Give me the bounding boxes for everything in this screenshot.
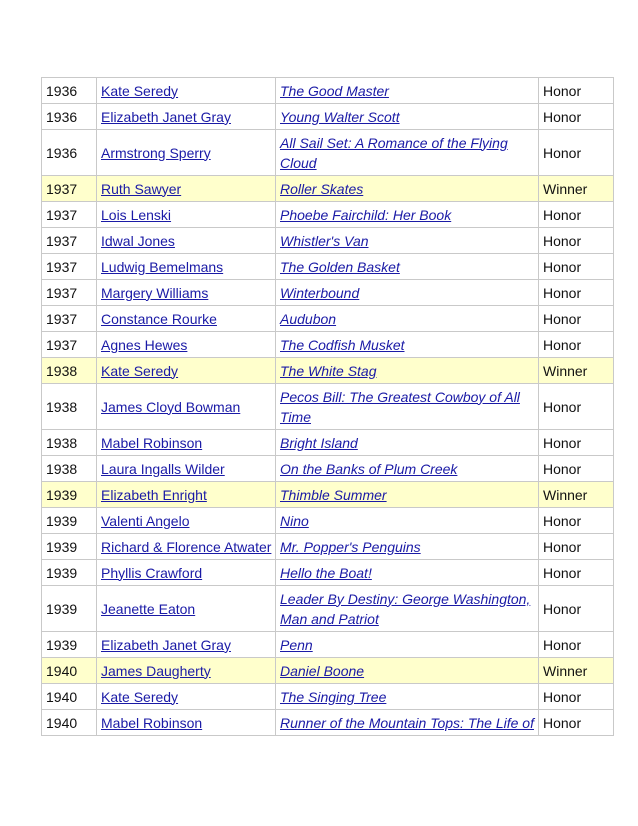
title-cell	[276, 632, 539, 658]
book-title-link[interactable]: Daniel Boone	[280, 662, 365, 679]
author-cell	[97, 508, 276, 534]
table-row	[42, 586, 614, 632]
table-row	[42, 508, 614, 534]
book-title-link[interactable]: The White Stag	[280, 362, 377, 379]
author-link[interactable]: Margery Williams	[101, 284, 209, 301]
table-row	[42, 78, 614, 104]
award-result-cell: Honor	[539, 384, 614, 430]
author-cell	[97, 384, 276, 430]
table-row	[42, 306, 614, 332]
table-row	[42, 254, 614, 280]
book-title-link[interactable]: Runner of the Mountain Tops: The Life of	[280, 714, 534, 731]
year-cell: 1940	[42, 658, 97, 684]
book-title-link[interactable]: Pecos Bill: The Greatest Cowboy of All Time	[280, 388, 520, 425]
author-cell	[97, 202, 276, 228]
author-cell	[97, 176, 276, 202]
table-row	[42, 710, 614, 736]
author-cell	[97, 130, 276, 176]
author-cell	[97, 104, 276, 130]
award-result-cell: Honor	[539, 456, 614, 482]
author-link[interactable]: Agnes Hewes	[101, 336, 188, 353]
award-result-cell: Honor	[539, 104, 614, 130]
book-title-link[interactable]: On the Banks of Plum Creek	[280, 460, 458, 477]
year-cell: 1937	[42, 254, 97, 280]
year-cell: 1938	[42, 430, 97, 456]
author-cell	[97, 430, 276, 456]
author-cell	[97, 78, 276, 104]
table-row	[42, 280, 614, 306]
author-link[interactable]: James Cloyd Bowman	[101, 398, 241, 415]
author-cell	[97, 306, 276, 332]
award-result-cell: Honor	[539, 586, 614, 632]
title-cell	[276, 560, 539, 586]
year-cell: 1939	[42, 482, 97, 508]
title-cell	[276, 384, 539, 430]
year-cell: 1938	[42, 384, 97, 430]
year-cell: 1937	[42, 228, 97, 254]
author-link[interactable]: Mabel Robinson	[101, 434, 203, 451]
title-cell	[276, 332, 539, 358]
author-link[interactable]: Laura Ingalls Wilder	[101, 460, 225, 477]
author-link[interactable]: Lois Lenski	[101, 206, 172, 223]
title-cell	[276, 430, 539, 456]
award-result-cell: Winner	[539, 358, 614, 384]
author-link[interactable]: Valenti Angelo	[101, 512, 190, 529]
book-title-link[interactable]: Thimble Summer	[280, 486, 387, 503]
year-cell: 1940	[42, 684, 97, 710]
book-title-link[interactable]: Young Walter Scott	[280, 108, 400, 125]
book-title-link[interactable]: The Good Master	[280, 82, 389, 99]
author-link[interactable]: Elizabeth Janet Gray	[101, 636, 231, 653]
author-link[interactable]: James Daugherty	[101, 662, 211, 679]
title-cell	[276, 176, 539, 202]
author-cell	[97, 684, 276, 710]
table-row	[42, 358, 614, 384]
award-result-cell: Honor	[539, 130, 614, 176]
award-result-cell: Honor	[539, 228, 614, 254]
author-link[interactable]: Constance Rourke	[101, 310, 217, 327]
title-cell	[276, 78, 539, 104]
award-result-cell: Honor	[539, 202, 614, 228]
award-result-cell: Honor	[539, 684, 614, 710]
author-link[interactable]: Armstrong Sperry	[101, 144, 211, 161]
author-link[interactable]: Phyllis Crawford	[101, 564, 203, 581]
title-cell	[276, 508, 539, 534]
year-cell: 1939	[42, 534, 97, 560]
award-result-cell: Winner	[539, 482, 614, 508]
title-cell	[276, 254, 539, 280]
title-cell	[276, 710, 539, 736]
author-link[interactable]: Elizabeth Enright	[101, 486, 207, 503]
author-link[interactable]: Kate Seredy	[101, 688, 179, 705]
author-cell	[97, 658, 276, 684]
book-title-link[interactable]: Nino	[280, 512, 309, 529]
author-link[interactable]: Idwal Jones	[101, 232, 175, 249]
award-result-cell: Honor	[539, 560, 614, 586]
author-link[interactable]: Ludwig Bemelmans	[101, 258, 224, 275]
award-result-cell: Honor	[539, 508, 614, 534]
table-row	[42, 560, 614, 586]
book-title-link[interactable]: The Codfish Musket	[280, 336, 405, 353]
table-row	[42, 384, 614, 430]
author-cell	[97, 332, 276, 358]
table-row	[42, 430, 614, 456]
year-cell: 1937	[42, 332, 97, 358]
year-cell: 1938	[42, 456, 97, 482]
book-title-link[interactable]: Leader By Destiny: George Washington, Man and Patriot	[280, 590, 531, 627]
book-title-link[interactable]: Penn	[280, 636, 313, 653]
book-title-link[interactable]: All Sail Set: A Romance of the Flying Cloud	[280, 134, 508, 171]
title-cell	[276, 586, 539, 632]
author-cell	[97, 560, 276, 586]
title-cell	[276, 482, 539, 508]
award-result-cell: Winner	[539, 658, 614, 684]
author-cell	[97, 280, 276, 306]
year-cell: 1939	[42, 632, 97, 658]
author-link[interactable]: Mabel Robinson	[101, 714, 203, 731]
table-row	[42, 332, 614, 358]
book-title-link[interactable]: Roller Skates	[280, 180, 364, 197]
title-cell	[276, 658, 539, 684]
book-title-link[interactable]: Audubon	[280, 310, 337, 327]
award-result-cell: Honor	[539, 710, 614, 736]
table-row	[42, 228, 614, 254]
table-row	[42, 176, 614, 202]
title-cell	[276, 202, 539, 228]
author-cell	[97, 710, 276, 736]
table-row	[42, 534, 614, 560]
year-cell: 1937	[42, 176, 97, 202]
year-cell: 1939	[42, 508, 97, 534]
award-result-cell: Honor	[539, 254, 614, 280]
author-link[interactable]: Kate Seredy	[101, 362, 179, 379]
year-cell: 1939	[42, 586, 97, 632]
title-cell	[276, 280, 539, 306]
book-title-link[interactable]: Phoebe Fairchild: Her Book	[280, 206, 452, 223]
title-cell	[276, 456, 539, 482]
table-row	[42, 456, 614, 482]
table-row	[42, 130, 614, 176]
book-title-link[interactable]: The Golden Basket	[280, 258, 400, 275]
year-cell: 1939	[42, 560, 97, 586]
table-row	[42, 684, 614, 710]
table-row	[42, 482, 614, 508]
book-title-link[interactable]: Whistler's Van	[280, 232, 369, 249]
award-result-cell: Honor	[539, 430, 614, 456]
year-cell: 1937	[42, 202, 97, 228]
author-link[interactable]: Elizabeth Janet Gray	[101, 108, 231, 125]
author-cell	[97, 482, 276, 508]
table-row	[42, 658, 614, 684]
book-title-link[interactable]: Hello the Boat!	[280, 564, 372, 581]
table-row	[42, 632, 614, 658]
year-cell: 1938	[42, 358, 97, 384]
awards-table-body	[42, 78, 614, 736]
award-result-cell: Honor	[539, 280, 614, 306]
author-cell	[97, 586, 276, 632]
author-cell	[97, 228, 276, 254]
title-cell	[276, 534, 539, 560]
year-cell: 1940	[42, 710, 97, 736]
table-row	[42, 202, 614, 228]
author-link[interactable]: Richard & Florence Atwater	[101, 538, 272, 555]
book-title-link[interactable]: Bright Island	[280, 434, 358, 451]
author-link[interactable]: Kate Seredy	[101, 82, 179, 99]
title-cell	[276, 228, 539, 254]
book-title-link[interactable]: Mr. Popper's Penguins	[280, 538, 421, 555]
book-title-link[interactable]: The Singing Tree	[280, 688, 387, 705]
award-result-cell: Honor	[539, 332, 614, 358]
year-cell: 1936	[42, 78, 97, 104]
awards-table	[41, 77, 614, 736]
author-cell	[97, 254, 276, 280]
title-cell	[276, 684, 539, 710]
title-cell	[276, 130, 539, 176]
table-row	[42, 104, 614, 130]
award-result-cell: Honor	[539, 534, 614, 560]
author-cell	[97, 358, 276, 384]
title-cell	[276, 306, 539, 332]
year-cell: 1937	[42, 306, 97, 332]
year-cell: 1936	[42, 130, 97, 176]
author-cell	[97, 534, 276, 560]
title-cell	[276, 358, 539, 384]
author-link[interactable]: Ruth Sawyer	[101, 180, 182, 197]
award-result-cell: Honor	[539, 306, 614, 332]
title-cell	[276, 104, 539, 130]
award-result-cell: Honor	[539, 632, 614, 658]
author-cell	[97, 632, 276, 658]
book-title-link[interactable]: Winterbound	[280, 284, 360, 301]
year-cell: 1936	[42, 104, 97, 130]
author-cell	[97, 456, 276, 482]
year-cell: 1937	[42, 280, 97, 306]
award-result-cell: Winner	[539, 176, 614, 202]
award-result-cell: Honor	[539, 78, 614, 104]
author-link[interactable]: Jeanette Eaton	[101, 600, 196, 617]
